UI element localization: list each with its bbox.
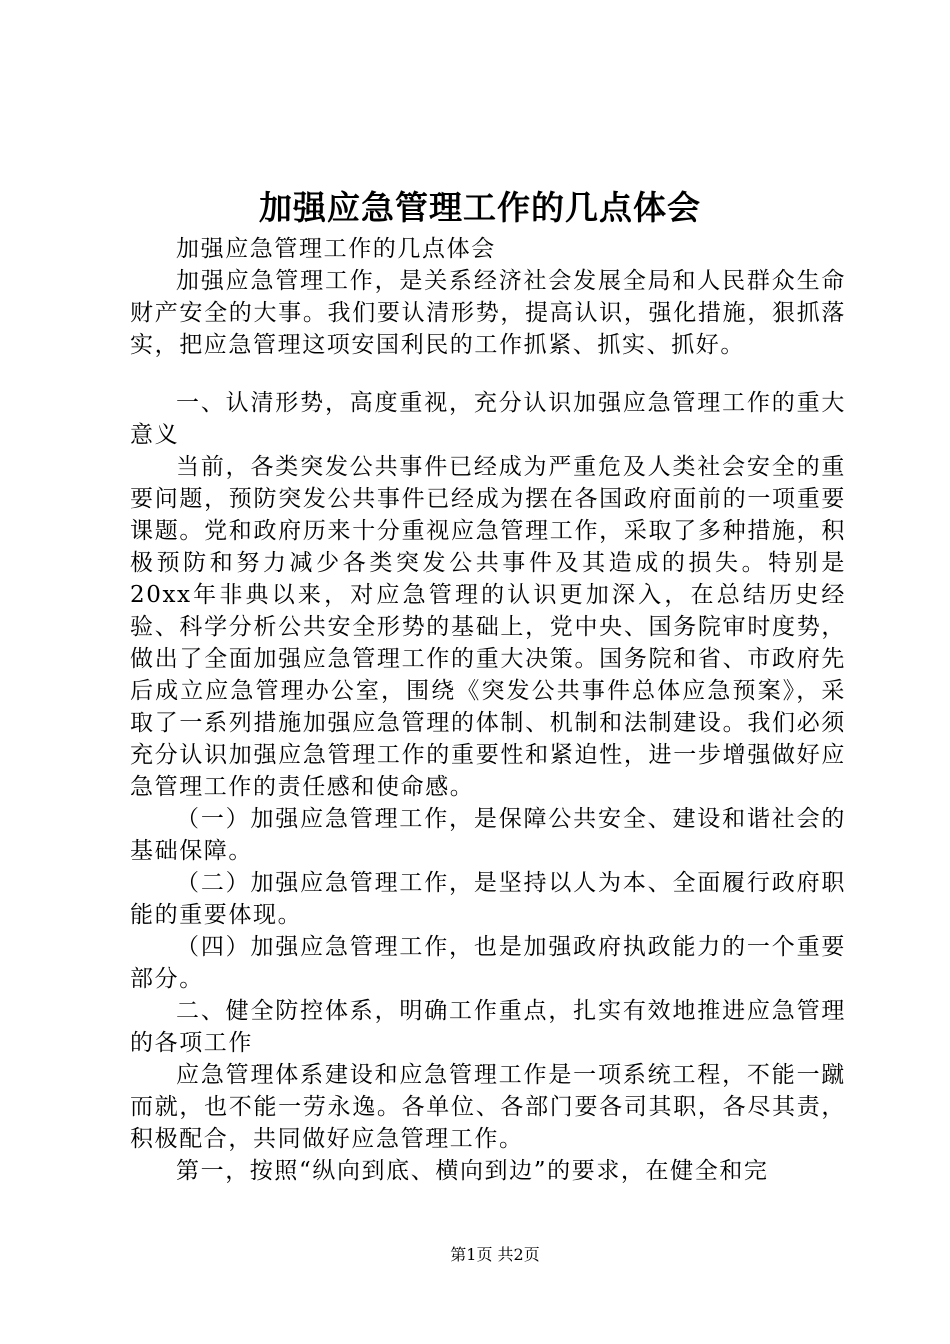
paragraph-intro: 加强应急管理工作，是关系经济社会发展全局和人民群众生命财产安全的大事。我们要认清形势，提高认识，强化措施，狠抓落实，把应急管理这项安国利民的工作抓紧、抓实、抓好。 xyxy=(130,268,846,358)
section-heading-2: 二、健全防控体系，明确工作重点，扎实有效地推进应急管理的各项工作 xyxy=(130,998,846,1056)
document-title: 加强应急管理工作的几点体会 xyxy=(259,188,701,227)
paragraph-first-point: 第一，按照“纵向到底、横向到边”的要求，在健全和完 xyxy=(176,1158,769,1184)
list-item-4: （四）加强应急管理工作，也是加强政府执政能力的一个重要部分。 xyxy=(130,934,846,992)
paragraph-section-1-body: 当前，各类突发公共事件已经成为严重危及人类社会安全的重要问题，预防突发公共事件已经成为摆在各国政府面前的一项重要课题。党和政府历来十分重视应急管理工作，采取了多种措施，积极预防和努力减少各类突发公共事件及其造成的损失。特别是20xx年非典以来，对应急管理的认识更加深入，在总结历史经验、科学分析公共安全形势的基础上，党中央、国务院审时度势，做出了全面加强应急管理工作的重大决策。国务院和省、市政府先后成立应急管理办公室，围绕《突发公共事件总体应急预案》，采取了一系列措施加强应急管理的体制、机制和法制建设。我们必须充分认识加强应急管理工作的重要性和紧迫性，进一步增强做好应急管理工作的责任感和使命感。 xyxy=(130,454,846,800)
list-item-1: （一）加强应急管理工作，是保障公共安全、建设和谐社会的基础保障。 xyxy=(130,806,846,864)
document-body xyxy=(130,233,846,1187)
page-footer: 第1页 共2页 xyxy=(450,1245,540,1264)
section-heading-1: 一、认清形势，高度重视，充分认识加强应急管理工作的重大意义 xyxy=(130,390,846,448)
paragraph-subtitle: 加强应急管理工作的几点体会 xyxy=(176,236,496,262)
paragraph-section-2-body: 应急管理体系建设和应急管理工作是一项系统工程，不能一蹴而就，也不能一劳永逸。各单位、各部门要各司其职，各尽其责，积极配合，共同做好应急管理工作。 xyxy=(130,1062,846,1152)
list-item-2: （二）加强应急管理工作，是坚持以人为本、全面履行政府职能的重要体现。 xyxy=(130,870,846,928)
